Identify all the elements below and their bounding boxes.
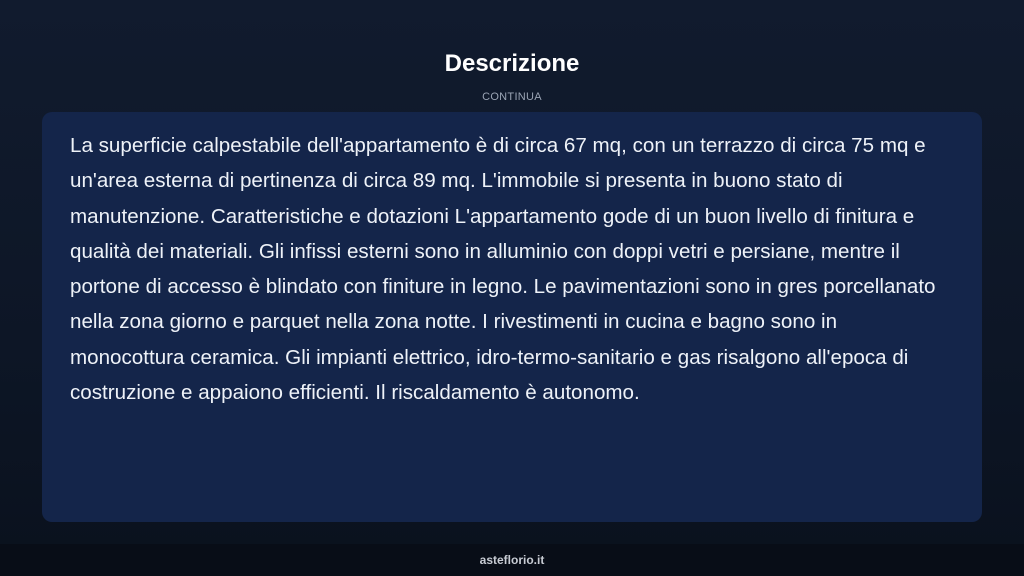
page-title: Descrizione: [444, 50, 580, 77]
description-text: La superficie calpestabile dell'appartamento è di circa 67 mq, con un terrazzo di circa 75 mq e un'area esterna di pertinenza di circa 89 mq. L'immobile si presenta in buono stato di manutenzione. Caratteristiche e dotazioni L'appartamento gode di un buon livello di finitura e qualità dei materiali. Gli infissi esterni sono in alluminio con doppi vetri e persiane, mentre il portone di accesso è blindato con finiture in legno. Le pavimentazioni sono in gres porcellanato nella zona giorno e parquet nella zona notte. I rivestimenti in cucina e bagno sono in monocottura ceramica. Gli impianti elettrico, idro-termo-sanitario e gas risalgono all'epoca di costruzione e appaiono efficienti. Il riscaldamento è autonomo.: [70, 134, 936, 405]
footer-site-name: asteflorio.it: [479, 553, 545, 567]
description-card: [42, 112, 982, 522]
footer-bar: [0, 544, 1024, 576]
page-header: [0, 48, 1024, 104]
continue-label: CONTINUA: [482, 91, 542, 103]
